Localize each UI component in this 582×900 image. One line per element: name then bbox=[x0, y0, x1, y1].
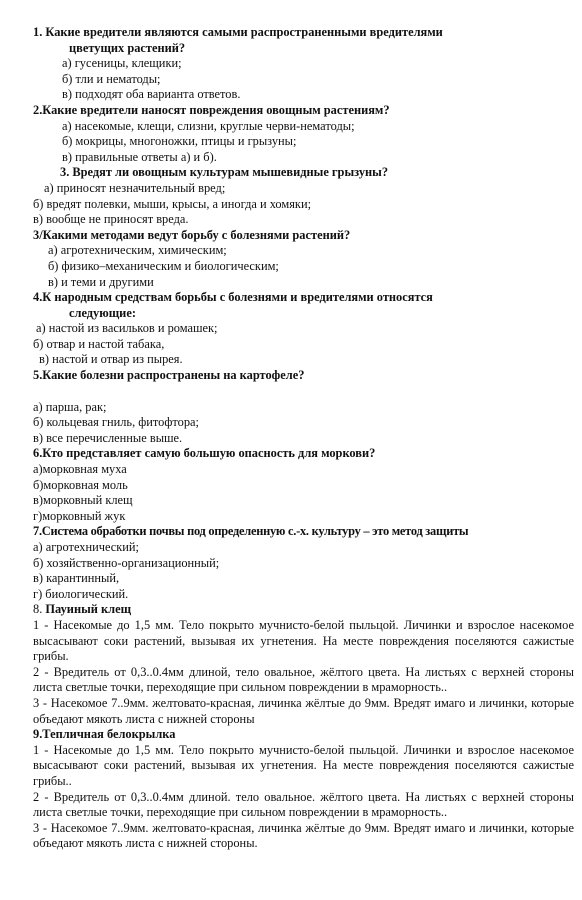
question-7-option-b: б)морковная моль bbox=[33, 477, 128, 492]
question-9-option-3: 3 - Насекомое 7..9мм. желтовато-красная, личинка жёлтые до 9мм. Вредят имаго и личинки, которые объедают мякоть листа с нижней стороны bbox=[33, 695, 574, 726]
question-10-option-2: 2 - Вредитель от 0,3..0.4мм длиной. тело овальное. жёлтого цвета. На листьях с верхней стороны листа светлые точки, переходящие при сильном повреждении в мраморность.. bbox=[33, 789, 574, 820]
question-4-title: 3/Какими методами ведут борьбу с болезнями растений? bbox=[33, 227, 351, 242]
question-2-title: 2.Какие вредители наносят повреждения овощным растениям? bbox=[33, 102, 390, 117]
blank-line bbox=[33, 384, 574, 400]
question-9-heading: Пауиный клещ bbox=[45, 602, 132, 617]
question-3-option-a: а) приносят незначительный вред; bbox=[44, 180, 226, 195]
question-6-option-a: а) парша, рак; bbox=[33, 399, 107, 414]
question-5-title-line-2: следующие: bbox=[69, 305, 136, 320]
question-7-title: 6.Кто представляет самую большую опасность для моркови? bbox=[33, 446, 376, 461]
question-8-option-a: а) агротехнический; bbox=[33, 540, 140, 554]
question-3-title: 3. Вредят ли овощным культурам мышевидные грызуны? bbox=[60, 165, 389, 180]
question-10-option-1: 1 - Насекомые до 1,5 мм. Тело покрыто мучнисто-белой пыльцой. Личинки и взрослое насекомое высасывают соки растений, вызывая их угнетения. На месте повреждения поселяются сажистые грибы.. bbox=[33, 742, 574, 788]
question-3-option-c: в) вообще не приносят вреда. bbox=[33, 212, 189, 227]
question-3-option-b: б) вредят полевки, мыши, крысы, а иногда и хомяки; bbox=[33, 196, 312, 211]
question-1-option-a: а) гусеницы, клещики; bbox=[62, 56, 182, 71]
question-9-number: 8. bbox=[33, 602, 43, 617]
question-7-option-d: г)морковный жук bbox=[33, 508, 126, 523]
question-9-title bbox=[33, 602, 574, 618]
question-6-option-b: б) кольцевая гниль, фитофтора; bbox=[33, 415, 199, 430]
question-5-option-b: б) отвар и настой табака, bbox=[33, 336, 165, 351]
question-1-option-b: б) тли и нематоды; bbox=[62, 71, 161, 86]
question-2-option-a: а) насекомые, клещи, слизни, круглые черви-нематоды; bbox=[62, 118, 355, 133]
question-1-option-c: в) подходят оба варианта ответов. bbox=[62, 87, 241, 102]
question-6-title: 5.Какие болезни распространены на картофеле? bbox=[33, 368, 305, 383]
question-5-option-c: в) настой и отвар из пырея. bbox=[39, 352, 183, 367]
question-1-title-line-1: 1. Какие вредители являются самыми распространенными вредителями bbox=[33, 25, 443, 39]
question-9-option-1: 1 - Насекомые до 1,5 мм. Тело покрыто мучнисто-белой пыльцой. Личинки и взрослое насекомое высасывают соки растений, вызывая их угнетения. На месте повреждения поселяются сажистые грибы. bbox=[33, 617, 574, 664]
question-1-title-line-2: цветущих растений? bbox=[69, 40, 186, 55]
question-4-option-a: а) агротехническим, химическим; bbox=[48, 243, 227, 258]
question-2-option-b: б) мокрицы, многоножки, птицы и грызуны; bbox=[62, 134, 297, 149]
question-8-option-c: в) карантинный, bbox=[33, 571, 120, 586]
question-10-title: 9.Тепличная белокрылка bbox=[33, 727, 176, 742]
question-8-option-b: б) хозяйственно-организационный; bbox=[33, 555, 220, 570]
question-10-option-3: 3 - Насекомое 7..9мм. желтовато-красная, личинка жёлтые до 9мм. Вредят имаго и личинки, которые объедают мякоть листа с нижней стороны. bbox=[33, 820, 574, 851]
question-7-option-c: в)морковный клещ bbox=[33, 493, 133, 508]
question-5-option-a: а) настой из васильков и ромашек; bbox=[36, 321, 218, 336]
question-9-option-2: 2 - Вредитель от 0,3..0.4мм длиной, тело овальное, жёлтого цвета. На листьях с верхней стороны листа светлые точки, переходящие при сильном повреждении в мраморность.. bbox=[33, 664, 574, 695]
question-5-title-line-1: 4.К народным средствам борьбы с болезнями и вредителями относятся bbox=[33, 290, 433, 305]
question-2-option-c: в) правильные ответы а) и б). bbox=[62, 149, 217, 164]
question-4-option-b: б) физико–механическим и биологическим; bbox=[48, 258, 279, 273]
question-8-title: 7.Система обработки почвы под определенную с.-х. культуру – это метод защиты bbox=[33, 524, 469, 539]
question-8-option-d: г) биологический. bbox=[33, 586, 129, 601]
question-4-option-c: в) и теми и другими bbox=[48, 274, 154, 289]
question-7-option-a: а)морковная муха bbox=[33, 462, 127, 477]
question-6-option-c: в) все перечисленные выше. bbox=[33, 430, 183, 445]
